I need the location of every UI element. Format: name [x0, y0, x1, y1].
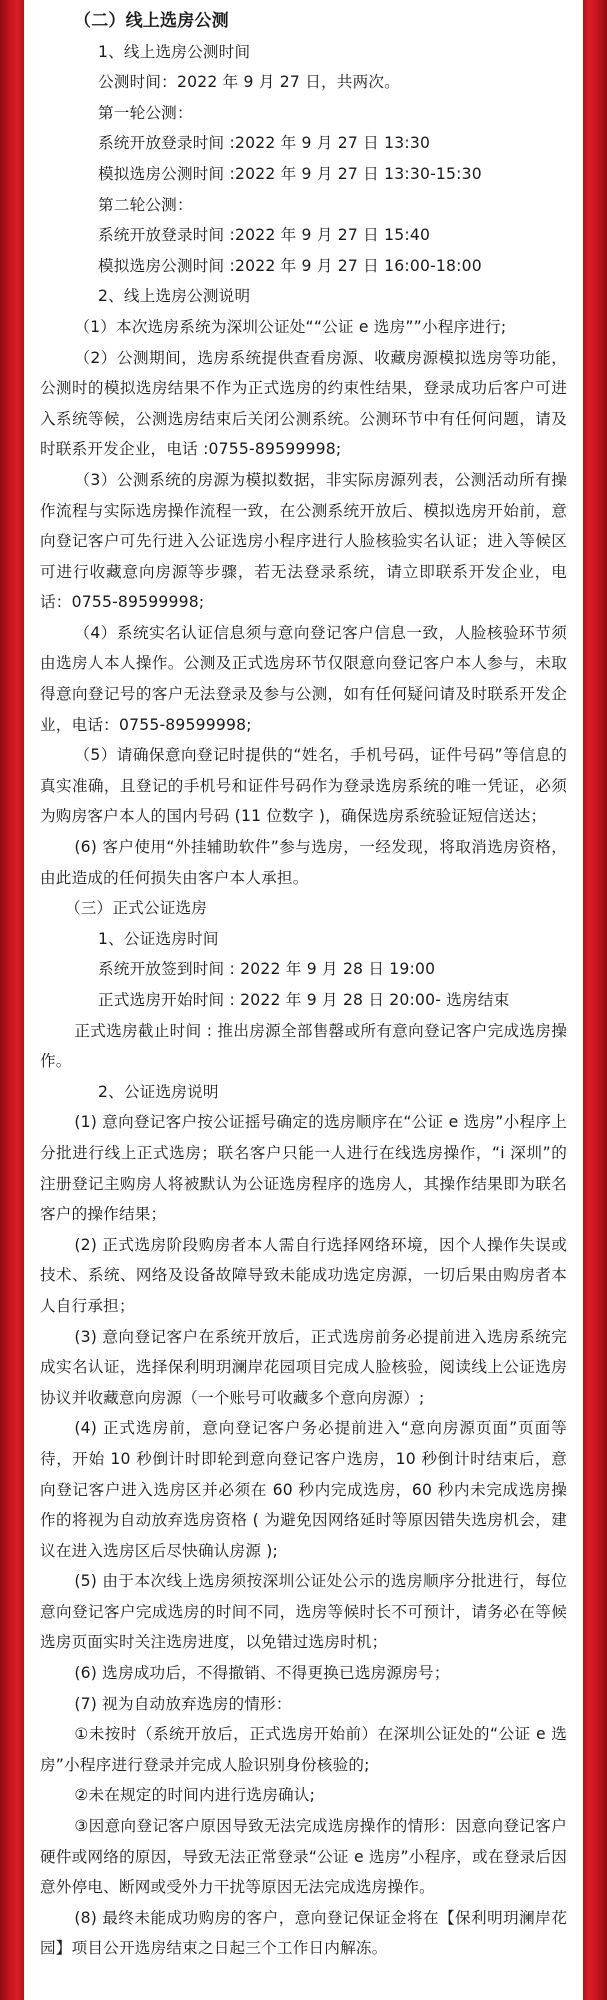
paragraph: （4）系统实名认证信息须与意向登记客户信息一致，人脸核验环节须由选房人本人操作。公测及正式选房环节仅限意向登记客户本人参与，未取得意向登记号的客户无法登录及参与公测，如有任何疑问请及时联系开发企业，电话：0755-89599998; [40, 623, 567, 734]
paragraph: (6) 客户使用“外挂辅助软件”参与选房，一经发现，将取消选房资格，由此造成的任何损失由客户本人承担。 [40, 838, 567, 887]
paragraph: （3）公测系统的房源为模拟数据，非实际房源列表，公测活动所有操作流程与实际选房操作流程一致，在公测系统开放后、模拟选房开始前，意向登记客户可先行进入公证选房小程序进行人脸核验实名认证；进入等候区可进行收藏意向房源等步骤，若无法登录系统，请立即联系开发企业，电话：0755-89599998; [40, 470, 567, 612]
paragraph: (6) 选房成功后，不得撤销、不得更换已选房源房号； [74, 1664, 450, 1683]
paragraph: ②未在规定的时间内进行选房确认; [74, 1786, 316, 1805]
document-page [24, 0, 583, 2000]
paragraph: (3) 意向登记客户在系统开放后，正式选房前务必提前进入选房系统完成实名认证，选择保利明玥澜岸花园项目完成人脸核验，阅读线上公证选房协议并收藏意向房源（一个账号可收藏多个意向房源）; [40, 1327, 567, 1407]
paragraph: （1）本次选房系统为深圳公证处““公证 e 选房””小程序进行; [74, 317, 507, 336]
paragraph: （2）公测期间，选房系统提供查看房源、收藏房源模拟选房等功能，公测时的模拟选房结果不作为正式选房的约束性结果，登录成功后客户可进入系统等候，公测选房结束后关闭公测系统。公测环节中有任何问题，请及时联系开发企业，电话 :0755-89599998; [40, 348, 567, 459]
paragraph: 2、线上选房公测说明 [98, 287, 251, 306]
document-content [24, 0, 583, 1964]
paragraph: 模拟选房公测时间 :2022 年 9 月 27 日 16:00-18:00 [98, 256, 482, 275]
paragraph: （三）正式公证选房 [64, 899, 208, 918]
paragraph: (7) 视为自动放弃选房的情形： [74, 1694, 292, 1713]
paragraph: 正式选房开始时间 : 2022 年 9 月 28 日 20:00- 选房结束 [98, 991, 510, 1009]
paragraph: 系统开放登录时间 :2022 年 9 月 27 日 13:30 [98, 134, 431, 153]
paragraph: (8) 最终未能成功购房的客户，意向登记保证金将在【保利明玥澜岸花园】项目公开选房结束之日起三个工作日内解冻。 [40, 1908, 567, 1958]
paragraph: 2、公证选房说明 [98, 1082, 219, 1101]
paragraph: 1、线上选房公测时间 [98, 42, 251, 61]
paragraph: ①未按时（系统开放后，正式选房开始前）在深圳公证处的“公证 e 选房”小程序进行登录并完成人脸识别身份核验的; [40, 1725, 567, 1774]
paragraph: 模拟选房公测时间 :2022 年 9 月 27 日 13:30-15:30 [98, 164, 482, 183]
paragraph: (5) 由于本次线上选房须按深圳公证处公示的选房顺序分批进行，每位意向登记客户完成选房的时间不同，选房等候时长不可预计，请务必在等候选房页面实时关注选房进度，以免错过选房时机； [40, 1572, 567, 1652]
paragraph: 系统开放登录时间 :2022 年 9 月 27 日 15:40 [98, 226, 431, 245]
section-heading: （二）线上选房公测 [74, 11, 229, 31]
paragraph: 正式选房截止时间 : 推出房源全部售罄或所有意向登记客户完成选房操作。 [40, 1021, 567, 1071]
paragraph: 1、公证选房时间 [98, 929, 219, 948]
paragraph: （5）请确保意向登记时提供的“姓名，手机号码，证件号码”等信息的真实准确，且登记的手机号和证件号码作为登录选房系统的唯一凭证，必须为购房客户本人的国内号码 (11 位数字 )，确保选房系统验证短信送达； [40, 746, 567, 826]
paragraph: 第一轮公测： [98, 103, 193, 122]
paragraph: 第二轮公测： [98, 195, 193, 214]
paragraph: 系统开放签到时间 : 2022 年 9 月 28 日 19:00 [98, 960, 436, 979]
paragraph: (1) 意向登记客户按公证摇号确定的选房顺序在“公证 e 选房”小程序上分批进行线上正式选房；联名客户只能一人进行在线选房操作，“i 深圳”的注册登记主购房人将被默认为公证选房程序的选房人，其操作结果即为联名客户的操作结果； [40, 1113, 567, 1224]
paragraph: ③因意向登记客户原因导致无法完成选房操作的情形：因意向登记客户硬件或网络的原因，导致无法正常登录“公证 e 选房”小程序，或在登录后因意外停电、断网或受外力干扰等原因无法完成选房操作。 [40, 1817, 567, 1897]
paragraph: 公测时间：2022 年 9 月 27 日，共两次。 [98, 73, 400, 92]
paragraph: (2) 正式选房阶段购房者本人需自行选择网络环境，因个人操作失误或技术、系统、网络及设备故障导致未能成功选定房源，一切后果由购房者本人自行承担； [40, 1235, 567, 1315]
paragraph: (4) 正式选房前，意向登记客户务必提前进入“意向房源页面”页面等待，开始 10 秒倒计时即轮到意向登记客户选房，10 秒倒计时结束后，意向登记客户进入选房区并必须在 60 秒内完成选房，60 秒内未完成选房操作的将视为自动放弃选房资格 ( 为避免因网络延时等原因错失选房机会，建议在进入选房区后尽快确认房源 ); [40, 1419, 567, 1560]
